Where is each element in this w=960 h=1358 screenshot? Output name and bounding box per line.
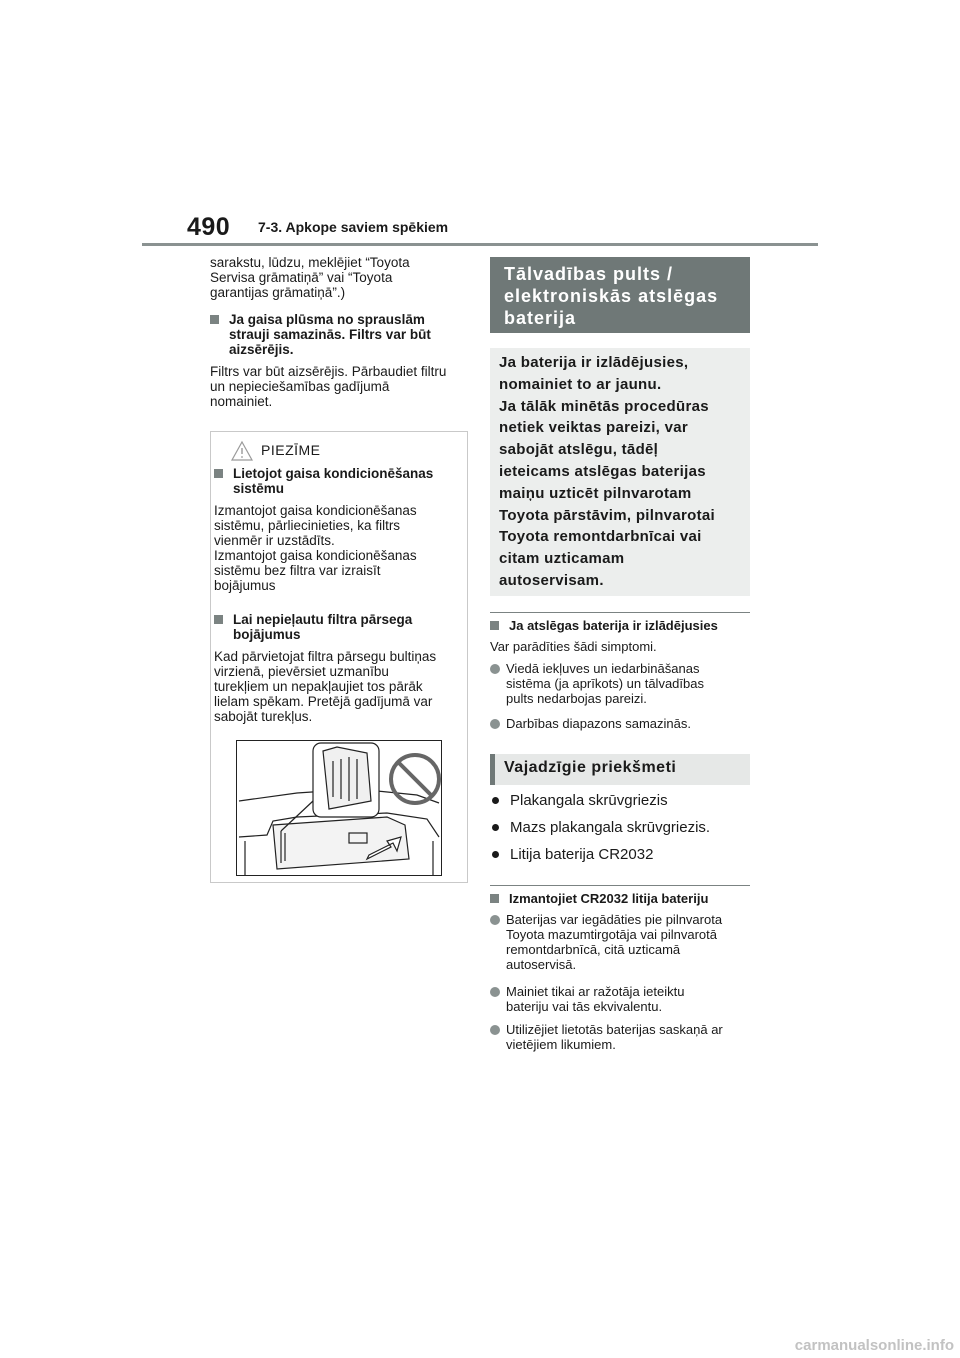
list-item — [490, 912, 752, 972]
text-line: Kad pārvietojat filtra pārsegu bultiņas — [214, 649, 437, 664]
text-line: sabojāt atslēgu, tādēļ — [499, 441, 659, 459]
cr2032-heading — [490, 891, 752, 906]
text-line: maiņu uzticēt pilnvarotam — [499, 484, 692, 502]
battery-section-header — [490, 257, 750, 333]
text-line: un nepieciešamības gadījumā — [210, 379, 390, 394]
text-line: bojājumus — [214, 578, 276, 593]
filter-diagram-icon — [237, 741, 441, 875]
header-rule — [142, 243, 818, 246]
text-line: nomainiet. — [210, 394, 273, 409]
text-line: virzienā, pievērsiet uzmanību — [214, 664, 389, 679]
text-line: Baterijas var iegādāties pie pilnvarota — [506, 912, 723, 927]
section-title: 7-3. Apkope saviem spēkiem — [258, 219, 449, 235]
text-line: lielam spēkam. Pretējā gadījumā var — [214, 694, 433, 709]
discharged-heading — [490, 618, 752, 633]
text-line: nomainiet to ar jaunu. — [499, 375, 662, 393]
item-text: Plakangala skrūvgriezis — [510, 792, 668, 809]
accent-bar — [490, 754, 495, 785]
text-line: Servisa grāmatiņā” vai “Toyota — [210, 270, 393, 285]
filter-cover-illustration — [236, 740, 442, 876]
text-line: Ja gaisa plūsma no sprauslām — [229, 312, 425, 327]
text-line: ieteicams atslēgas baterijas — [499, 462, 706, 480]
airflow-heading — [210, 312, 470, 357]
square-bullet-icon — [210, 315, 219, 324]
header-text: Vajadzīgie priekšmeti — [504, 759, 677, 776]
text-line: aizsērējis. — [229, 342, 294, 357]
text-line: garantijas grāmatiņā”.) — [210, 285, 346, 300]
text-line: bojājumus — [233, 627, 301, 642]
note-item1-body — [214, 503, 466, 593]
text-line: sabojāt turekļus. — [214, 709, 313, 724]
text-line: Lietojot gaisa kondicionēšanas — [233, 466, 434, 481]
text-line: autoservisā. — [506, 957, 577, 972]
required-items-header — [490, 754, 750, 785]
heading-text: Ja atslēgas baterija ir izlādējusies — [509, 618, 718, 633]
watermark: carmanualsonline.info — [794, 1337, 954, 1354]
list-item — [492, 819, 710, 836]
discharged-intro: Var parādīties šādi simptomi. — [490, 639, 657, 654]
text-line: Toyota mazumtirgotāja vai pilnvarotā — [506, 927, 717, 942]
text-line: Ja baterija ir izlādējusies, — [499, 354, 689, 371]
text-line: remontdarbnīcā, citā uzticamā — [506, 942, 681, 957]
divider — [490, 612, 750, 613]
text-line: strauji samazinās. Filtrs var būt — [229, 327, 431, 342]
intro-paragraph — [210, 255, 470, 300]
text-line: Toyota pārstāvim, pilnvarotai — [499, 506, 715, 524]
text-line: bateriju vai tās ekvivalentu. — [506, 999, 663, 1014]
bullet-dot-icon — [492, 851, 499, 858]
battery-info-box — [490, 348, 750, 596]
page-number: 490 — [187, 213, 231, 241]
text-line: Izmantojot gaisa kondicionēšanas — [214, 548, 417, 563]
square-bullet-icon — [214, 469, 223, 478]
text-line: sarakstu, lūdzu, meklējiet “Toyota — [210, 255, 410, 270]
list-item — [492, 792, 668, 809]
list-item — [490, 661, 752, 706]
bullet-dot-icon — [490, 987, 500, 997]
item-text: Darbības diapazons samazinās. — [506, 716, 691, 731]
note-item2-heading — [214, 612, 464, 642]
text-line: Tālvadības pults / — [504, 264, 674, 284]
text-line: vienmēr ir uzstādīts. — [214, 533, 335, 548]
text-line: pults nedarbojas pareizi. — [506, 691, 647, 706]
bullet-dot-icon — [490, 915, 500, 925]
text-line: autoservisam. — [499, 571, 604, 589]
text-line: sistēmu bez filtra var izraisīt — [214, 563, 381, 578]
bullet-dot-icon — [490, 1025, 500, 1035]
text-line: citam uzticamam — [499, 550, 625, 568]
item-text: Litija baterija CR2032 — [510, 846, 654, 863]
list-item — [492, 846, 653, 863]
list-item — [490, 1022, 752, 1052]
text-line: sistēmu, pārliecinieties, ka filtrs — [214, 518, 401, 533]
warning-icon — [230, 440, 254, 462]
bullet-dot-icon — [492, 824, 499, 831]
text-line: Toyota remontdarbnīcai vai — [499, 528, 702, 546]
heading-text: Izmantojiet CR2032 litija bateriju — [509, 891, 709, 906]
text-line: Lai nepieļautu filtra pārsega — [233, 612, 413, 627]
text-line: baterija — [504, 308, 577, 328]
text-line: Izmantojot gaisa kondicionēšanas — [214, 503, 417, 518]
bullet-dot-icon — [492, 797, 499, 804]
airflow-body — [210, 364, 470, 409]
text-line: sistēmu — [233, 481, 285, 496]
list-item — [490, 984, 752, 1014]
text-line: Utilizējiet lietotās baterijas saskaņā ar — [506, 1022, 723, 1037]
note-item2-body — [214, 649, 466, 724]
divider — [490, 885, 750, 886]
square-bullet-icon — [490, 621, 499, 630]
note-item1-heading — [214, 466, 464, 496]
item-text: Mazs plakangala skrūvgriezis. — [510, 819, 711, 836]
text-line: vietējiem likumiem. — [506, 1037, 616, 1052]
text-line: Mainiet tikai ar ražotāja ieteiktu — [506, 984, 685, 999]
text-line: Ja tālāk minētās procedūras — [499, 397, 709, 415]
text-line: Filtrs var būt aizsērējis. Pārbaudiet filtru — [210, 364, 447, 379]
text-line: Viedā iekļuves un iedarbināšanas — [506, 661, 700, 676]
bullet-dot-icon — [490, 719, 500, 729]
text-line: netiek veiktas pareizi, var — [499, 419, 689, 437]
bullet-dot-icon — [490, 664, 500, 674]
note-title: PIEZĪME — [261, 442, 321, 458]
text-line: elektroniskās atslēgas — [504, 286, 719, 306]
text-line: turekļiem un nepakļaujiet tos pārāk — [214, 679, 423, 694]
square-bullet-icon — [214, 615, 223, 624]
square-bullet-icon — [490, 894, 499, 903]
list-item — [490, 716, 752, 731]
text-line: sistēma (ja aprīkots) un tālvadības — [506, 676, 704, 691]
